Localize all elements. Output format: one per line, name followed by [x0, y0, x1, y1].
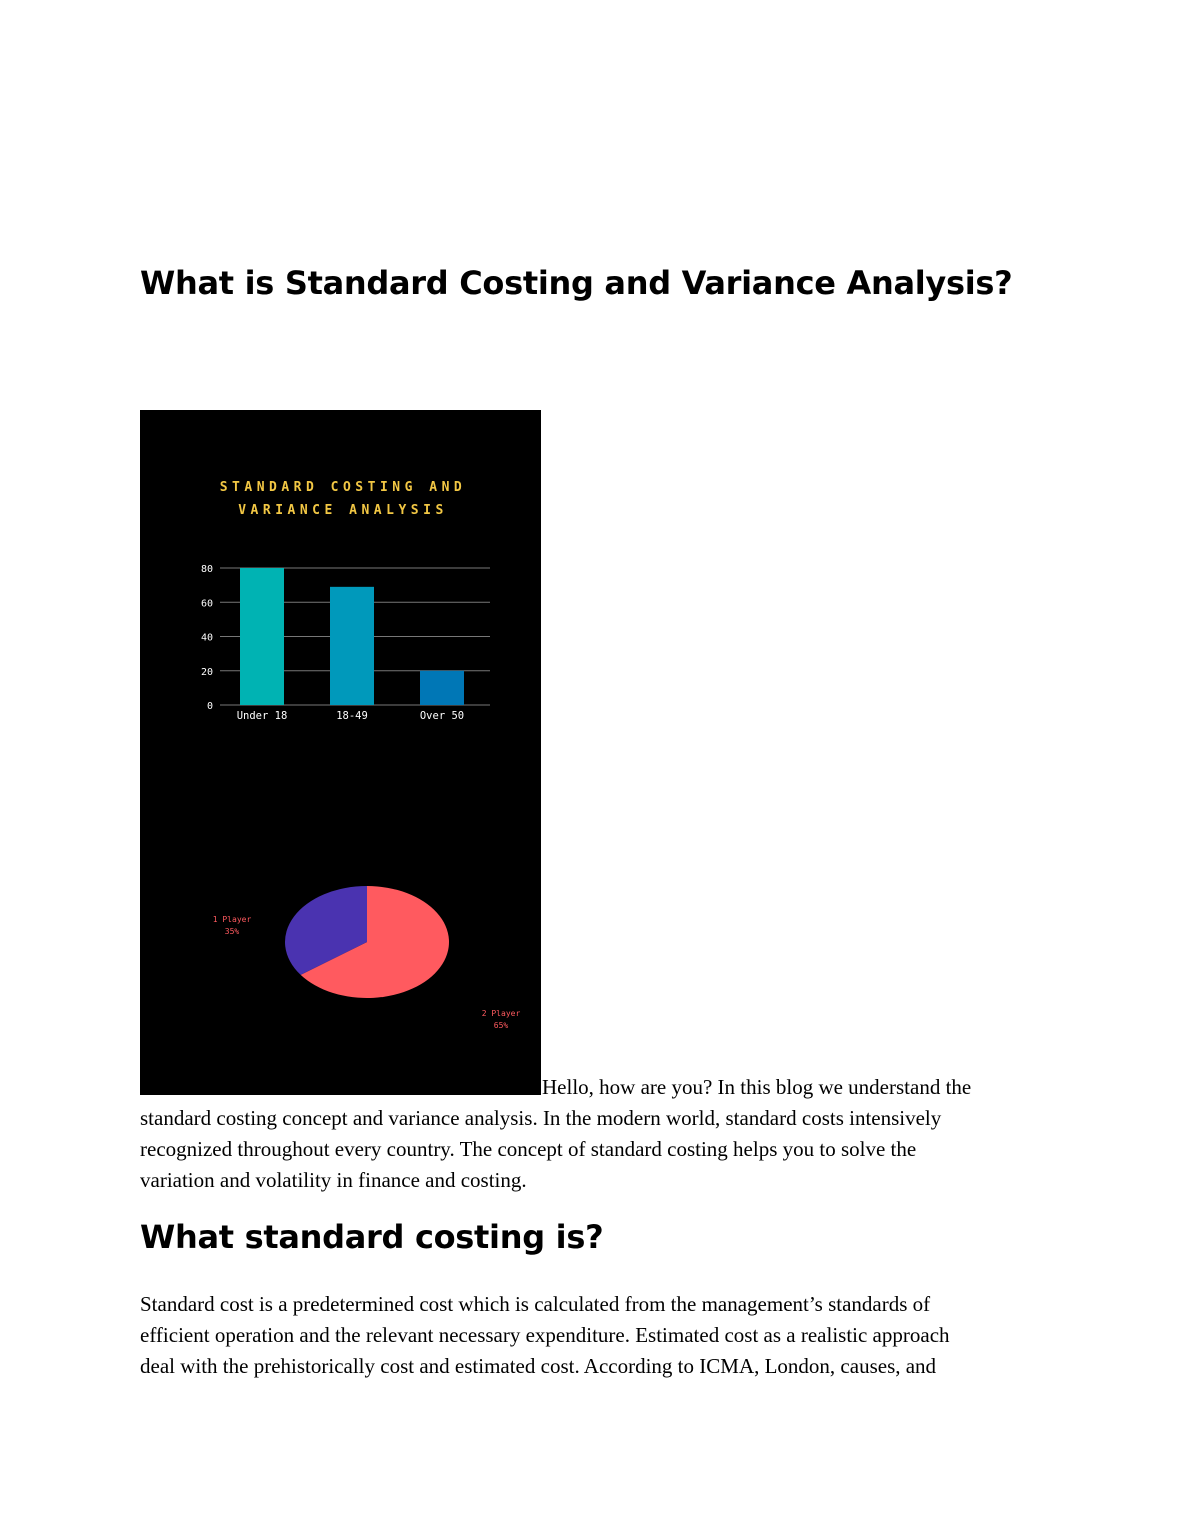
chart-title-line: STANDARD COSTING AND [219, 480, 467, 495]
chart-svg [140, 410, 541, 1095]
x-tick-label: 18-49 [336, 710, 368, 722]
x-tick-label: Under 18 [236, 710, 288, 722]
x-tick-label: Over 50 [419, 710, 465, 722]
bar-0 [240, 568, 284, 705]
y-tick-label: 0 [206, 701, 213, 712]
section-line-1: Standard cost is a predetermined cost which is calculated from the management’s standards of [140, 1292, 931, 1316]
section-line-3: deal with the prehistorically cost and estimated cost. According to ICMA, London, causes, and [140, 1354, 937, 1378]
intro-line-4: variation and volatility in finance and costing. [140, 1168, 527, 1192]
y-tick-label: 40 [200, 632, 213, 644]
intro-line-1: Hello, how are you? In this blog we understand the [542, 1075, 972, 1099]
section-heading: What standard costing is? [140, 1218, 604, 1256]
chart-figure [140, 410, 541, 1095]
intro-line-2: standard costing concept and variance analysis. In the modern world, standard costs intensively [140, 1106, 942, 1130]
pie-label-pct: 35% [224, 927, 240, 936]
pie-label-pct: 65% [493, 1021, 509, 1030]
section-line-2: efficient operation and the relevant necessary expenditure. Estimated cost as a realistic approach [140, 1323, 950, 1347]
chart-title-line: VARIANCE ANALYSIS [238, 503, 448, 518]
intro-line-3: recognized throughout every country. The concept of standard costing helps you to solve the [140, 1137, 917, 1161]
y-tick-label: 60 [200, 598, 213, 610]
page-title: What is Standard Costing and Variance Analysis? [140, 264, 1013, 302]
bar-1 [330, 587, 374, 705]
bar-2 [420, 671, 464, 705]
y-tick-label: 20 [200, 666, 213, 678]
pie-label-name: 1 Player [212, 915, 252, 924]
pie-label-name: 2 Player [481, 1009, 521, 1018]
y-tick-label: 80 [200, 564, 213, 575]
